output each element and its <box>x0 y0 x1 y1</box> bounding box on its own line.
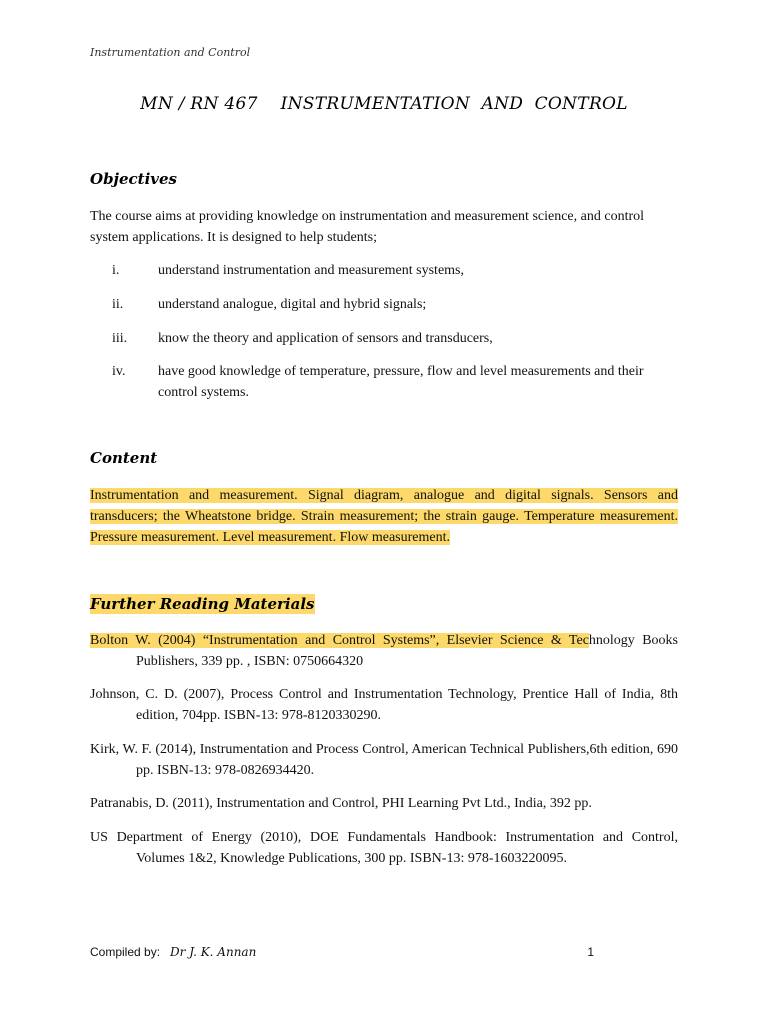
objective-item <box>90 361 678 403</box>
objectives-intro: The course aims at providing knowledge on instrumentation and measurement science, and control system applications. It is designed to help students; <box>90 209 645 245</box>
objectives-heading: Objectives <box>90 170 177 188</box>
objective-number: i. <box>112 263 120 278</box>
objective-number: iv. <box>112 364 126 379</box>
objective-item <box>90 260 678 281</box>
running-header: Instrumentation and Control <box>90 46 251 59</box>
page-footer <box>90 945 594 960</box>
author-name: Dr J. K. Annan <box>170 945 257 959</box>
objective-item <box>90 328 678 349</box>
reference-text: hnology Books Publishers, 339 pp. , ISBN: 0750664320 <box>136 633 678 669</box>
document-title: MN / RN 467 INSTRUMENTATION AND CONTROL <box>140 94 628 114</box>
reference-item: Johnson, C. D. (2007), Process Control and Instrumentation Technology, Prentice Hall of India, 8th edition, 704pp. ISBN-13: 978-8120330290. <box>90 687 678 723</box>
page-number: 1 <box>587 945 594 959</box>
compiled-by-label: Compiled by: <box>90 945 161 959</box>
reference-item: Patranabis, D. (2011), Instrumentation and Control, PHI Learning Pvt Ltd., India, 392 pp. <box>90 796 592 811</box>
reference-item: US Department of Energy (2010), DOE Fundamentals Handbook: Instrumentation and Control, Volumes 1&2, Knowledge Publications, 300 pp. ISBN-13: 978-1603220095. <box>90 830 678 866</box>
further-reading-heading: Further Reading Materials <box>90 595 315 613</box>
objective-number: ii. <box>112 297 124 312</box>
reference-item <box>90 630 678 672</box>
content-body-text: Instrumentation and measurement. Signal diagram, analogue and digital signals. Sensors and transducers; the Wheatstone bridge. Strain measurement; the strain gauge. Temperature measurement. Pressure measurement. Level measurement. Flow measurement. <box>90 488 678 545</box>
reference-highlighted-text: Bolton W. (2004) “Instrumentation and Control Systems”, Elsevier Science & Tec <box>90 633 589 648</box>
reference-item: Kirk, W. F. (2014), Instrumentation and Process Control, American Technical Publishers,6th edition, 690 pp. ISBN-13: 978-0826934420. <box>90 742 678 778</box>
objective-number: iii. <box>112 331 128 346</box>
content-body <box>90 485 678 548</box>
objective-text: understand analogue, digital and hybrid signals; <box>158 297 427 312</box>
objective-item <box>90 294 678 315</box>
objective-text: understand instrumentation and measurement systems, <box>158 263 464 278</box>
objective-text: have good knowledge of temperature, pressure, flow and level measurements and their control systems. <box>158 364 644 400</box>
content-heading: Content <box>90 449 158 467</box>
objective-text: know the theory and application of sensors and transducers, <box>158 331 493 346</box>
